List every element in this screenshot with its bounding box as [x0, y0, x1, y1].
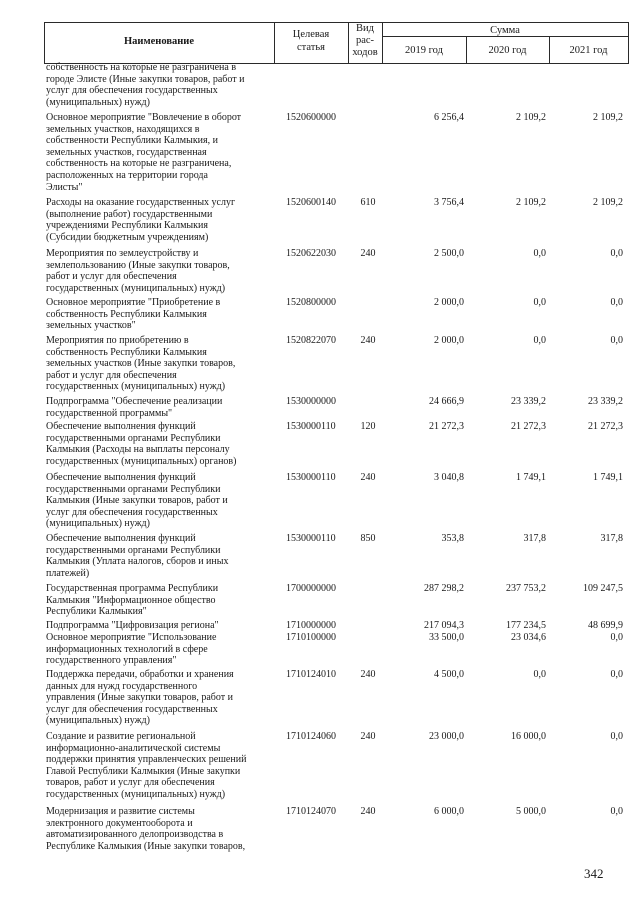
- row-sum-2019: 2 000,0: [434, 297, 464, 308]
- row-sum-2021: 0,0: [610, 731, 623, 742]
- row-sum-2019: 2 500,0: [434, 248, 464, 259]
- row-target-article: 1530000110: [286, 472, 336, 483]
- row-name: Обеспечение выполнения функций государственными органами Республики Калмыкия (Уплата налогов, сборов и иных платежей): [46, 533, 229, 579]
- column-header-target-article: Целевая статья: [292, 29, 330, 53]
- row-sum-2020: 2 109,2: [516, 197, 546, 208]
- row-sum-2020: 0,0: [533, 297, 546, 308]
- column-header-2021: 2021 год: [569, 45, 608, 56]
- row-expense-type: 610: [360, 197, 376, 208]
- row-sum-2019: 6 256,4: [434, 112, 464, 123]
- row-target-article: 1530000000: [286, 396, 336, 407]
- column-header-2019: 2019 год: [405, 45, 443, 56]
- row-sum-2020: 23 034,6: [511, 632, 546, 643]
- row-sum-2020: 317,8: [523, 533, 546, 544]
- row-sum-2019: 217 094,3: [424, 620, 464, 631]
- row-sum-2019: 3 756,4: [434, 197, 464, 208]
- row-sum-2020: 0,0: [533, 248, 546, 259]
- row-sum-2019: 23 000,0: [429, 731, 464, 742]
- row-expense-type: 240: [360, 806, 376, 817]
- row-target-article: 1520822070: [286, 335, 336, 346]
- row-target-article: 1520622030: [286, 248, 336, 259]
- row-sum-2021: 1 749,1: [593, 472, 623, 483]
- row-sum-2019: 24 666,9: [429, 396, 464, 407]
- row-expense-type: 240: [360, 335, 376, 346]
- row-sum-2020: 16 000,0: [511, 731, 546, 742]
- row-sum-2020: 177 234,5: [506, 620, 546, 631]
- row-sum-2021: 0,0: [610, 335, 623, 346]
- row-name: Обеспечение выполнения функций государственными органами Республики Калмыкия (Иные закупки товаров, работ и услуг для обеспечения государственных (муниципальных) нужд): [46, 472, 228, 530]
- row-sum-2021: 2 109,2: [593, 112, 623, 123]
- row-sum-2021: 48 699,9: [588, 620, 623, 631]
- row-expense-type: 240: [360, 248, 376, 259]
- row-sum-2021: 0,0: [610, 632, 623, 643]
- row-name: собственность на которые не разграничена в городе Элисте (Иные закупки товаров, работ и услуг для обеспечения государственных (муниципальных) нужд): [46, 62, 245, 108]
- page-number: 342: [584, 866, 604, 881]
- row-name: Поддержка передачи, обработки и хранения данных для нужд государственного управления (Иные закупки товаров, работ и услуг для обеспечения государственных (муниципальных) нужд): [46, 669, 234, 727]
- row-name: Модернизация и развитие системы электронного документооборота и автоматизированного делопроизводства в Республике Калмыкия (Иные закупки товаров,: [46, 806, 246, 852]
- row-sum-2021: 0,0: [610, 806, 623, 817]
- row-name: Мероприятия по приобретению в собственность Республики Калмыкия земельных участков (Иные закупки товаров, работ и услуг для обеспечения государственных (муниципальных) нужд): [46, 335, 236, 393]
- row-sum-2020: 0,0: [533, 669, 546, 680]
- row-sum-2021: 109 247,5: [583, 583, 623, 594]
- row-sum-2019: 4 500,0: [434, 669, 464, 680]
- row-sum-2019: 353,8: [441, 533, 464, 544]
- row-name: Подпрограмма "Обеспечение реализации государственной программы": [46, 396, 223, 419]
- row-sum-2019: 3 040,8: [434, 472, 464, 483]
- row-sum-2019: 6 000,0: [434, 806, 464, 817]
- row-sum-2019: 2 000,0: [434, 335, 464, 346]
- row-sum-2021: 2 109,2: [593, 197, 623, 208]
- row-sum-2021: 0,0: [610, 297, 623, 308]
- column-header-sum: Сумма: [490, 25, 520, 36]
- row-name: Основное мероприятие "Приобретение в собственность Республики Калмыкия земельных участков": [46, 297, 221, 332]
- row-name: Обеспечение выполнения функций государственными органами Республики Калмыкия (Расходы на выплаты персоналу государственных (муниципальных) органов): [46, 421, 237, 467]
- row-sum-2020: 0,0: [533, 335, 546, 346]
- row-name: Государственная программа Республики Калмыкия "Информационное общество Республики Калмыкия": [46, 583, 219, 618]
- row-expense-type: 120: [360, 421, 376, 432]
- row-target-article: 1520600000: [286, 112, 336, 123]
- row-sum-2021: 0,0: [610, 248, 623, 259]
- row-target-article: 1710100000: [286, 632, 336, 643]
- row-target-article: 1710124060: [286, 731, 336, 742]
- row-target-article: 1520600140: [286, 197, 336, 208]
- row-sum-2019: 287 298,2: [424, 583, 464, 594]
- row-sum-2019: 21 272,3: [429, 421, 464, 432]
- row-sum-2020: 1 749,1: [516, 472, 546, 483]
- row-sum-2020: 2 109,2: [516, 112, 546, 123]
- row-sum-2020: 21 272,3: [511, 421, 546, 432]
- row-name: Создание и развитие региональной информационно-аналитической системы поддержки принятия управленческих решений Главой Республики Калмыкия (Иные закупки товаров, работ и услуг для обеспечения государственных (муниципальных) нужд): [46, 731, 247, 800]
- row-expense-type: 240: [360, 669, 376, 680]
- row-target-article: 1520800000: [286, 297, 336, 308]
- row-target-article: 1710124010: [286, 669, 336, 680]
- row-sum-2020: 5 000,0: [516, 806, 546, 817]
- row-sum-2021: 317,8: [600, 533, 623, 544]
- column-header-expense-type: Вид рас- ходов: [352, 23, 378, 58]
- row-expense-type: 240: [360, 731, 376, 742]
- row-target-article: 1710124070: [286, 806, 336, 817]
- row-expense-type: 850: [360, 533, 376, 544]
- row-name: Основное мероприятие "Вовлечение в оборот земельных участков, находящихся в собственности Республики Калмыкия, и земельных участков, государственная собственность на которые не разграничена, расположенных на территории города Элисты": [46, 112, 242, 193]
- row-name: Основное мероприятие "Использование информационных технологий в сфере государственного управления": [46, 632, 217, 667]
- row-sum-2019: 33 500,0: [429, 632, 464, 643]
- row-name: Расходы на оказание государственных услуг (выполнение работ) государственными учреждениями Республики Калмыкия (Субсидии бюджетным учреждениям): [46, 197, 236, 243]
- row-target-article: 1700000000: [286, 583, 336, 594]
- row-name: Мероприятия по землеустройству и землепользованию (Иные закупки товаров, работ и услуг для обеспечения государственных (муниципальных) нужд): [46, 248, 230, 294]
- row-sum-2020: 23 339,2: [511, 396, 546, 407]
- row-sum-2021: 23 339,2: [588, 396, 623, 407]
- column-header-2020: 2020 год: [488, 45, 527, 56]
- row-sum-2021: 21 272,3: [588, 421, 623, 432]
- column-header-name: Наименование: [124, 36, 194, 47]
- row-sum-2020: 237 753,2: [506, 583, 546, 594]
- row-target-article: 1710000000: [286, 620, 336, 631]
- row-target-article: 1530000110: [286, 421, 336, 432]
- row-expense-type: 240: [360, 472, 376, 483]
- row-sum-2021: 0,0: [610, 669, 623, 680]
- row-target-article: 1530000110: [286, 533, 336, 544]
- row-name: Подпрограмма "Цифровизация региона": [46, 620, 219, 631]
